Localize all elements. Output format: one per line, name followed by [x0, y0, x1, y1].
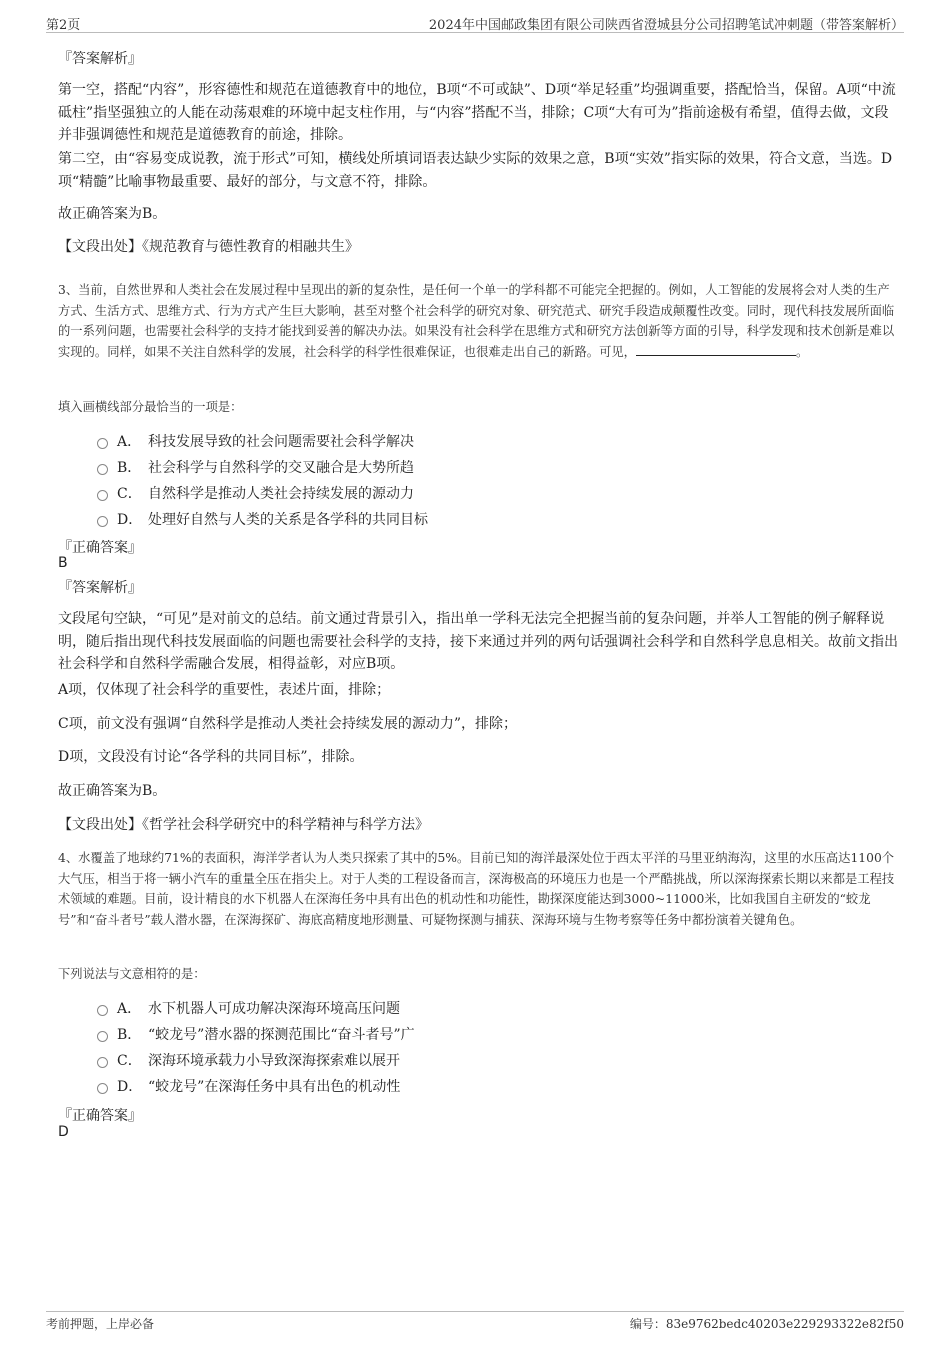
q3-option-d[interactable]: D． 处理好自然与人类的关系是各学科的共同目标 [97, 509, 428, 529]
q3-option-b-text: 社会科学与自然科学的交叉融合是大势所趋 [148, 460, 414, 476]
radio-icon[interactable] [97, 1083, 108, 1094]
q3-answer-label: 『正确答案』 [58, 540, 142, 556]
q3-question-body: 3、当前，自然世界和人类社会在发展过程中呈现出的新的复杂性，是任何一个单一的学科都不可能完全把握的。例如，人工智能的发展将会对人类的生产方式、生活方式、思维方式、行为方式产生巨大影响，甚至对整个社会科学的研究对象、研究范式、研究手段造成颠覆性改变。同时，现代科技发展所面临的一系列问题，也需要社会科学的支持才能找到妥善的解决办法。如果没有社会科学在思维方式和研究方法创新等方面的引导，科学发现和技术创新是难以实现的。同样，如果不关注自然科学的发展，社会科学的科学性很难保证，也很难走出自己的新路。可见， [58, 283, 895, 359]
footer-divider [46, 1311, 904, 1312]
radio-icon[interactable] [97, 1031, 108, 1042]
q2-analysis-paragraph-1: 第一空，搭配“内容”，形容德性和规范在道德教育中的地位，B项“不可或缺”、D项“举足轻重”均强调重要，搭配恰当，保留。A项“中流砥柱”指坚强独立的人能在动荡艰难的环境中起支柱作用，与“内容”搭配不当，排除；C项“大有可为”指前途极有希望，值得去做，文段并非强调德性和规范是道德教育的前途，排除。 [58, 82, 896, 143]
q4-option-b-text: “蛟龙号”潜水器的探测范围比“奋斗者号”广 [148, 1027, 415, 1043]
q3-analysis-paragraph: 文段尾句空缺，“可见”是对前文的总结。前文通过背景引入，指出单一学科无法完全把握当前的复杂问题，并举人工智能的例子解释说明，随后指出现代科技发展面临的问题也需要社会科学的支持，接下来通过并列的两句话强调社会科学和自然科学息息相关。故前文指出社会科学和自然科学需融合发展，相得益彰，对应B项。 [58, 611, 898, 672]
q4-option-d[interactable]: D． “蛟龙号”在深海任务中具有出色的机动性 [97, 1076, 400, 1096]
q4-option-b[interactable]: B． “蛟龙号”潜水器的探测范围比“奋斗者号”广 [97, 1024, 415, 1044]
q3-option-a[interactable]: A． 科技发展导致的社会问题需要社会科学解决 [97, 431, 414, 451]
page-number: 第2页 [46, 18, 81, 33]
q4-option-c-text: 深海环境承载力小导致深海探索难以展开 [148, 1053, 400, 1069]
q3-option-a-text: 科技发展导致的社会问题需要社会科学解决 [148, 434, 414, 450]
radio-icon[interactable] [97, 1005, 108, 1016]
q3-question-text [58, 280, 898, 362]
document-code: 编号：83e9762bedc40203e229293322e82f50 [629, 1317, 904, 1331]
q3-option-c-text: 自然科学是推动人类社会持续发展的源动力 [148, 486, 414, 502]
q3-prompt: 填入画横线部分最恰当的一项是： [58, 400, 243, 414]
q3-conclusion: 故正确答案为B。 [58, 783, 167, 799]
radio-icon[interactable] [97, 490, 108, 501]
q4-option-a-text: 水下机器人可成功解决深海环境高压问题 [148, 1001, 400, 1017]
q3-analysis-c: C项，前文没有强调“自然科学是推动人类社会持续发展的源动力”，排除； [58, 716, 518, 732]
radio-icon[interactable] [97, 516, 108, 527]
radio-icon[interactable] [97, 1057, 108, 1068]
q3-answer: B [58, 555, 68, 571]
q3-fill-blank [636, 343, 796, 356]
header-divider [46, 32, 904, 33]
q2-analysis-paragraph-2: 第二空，由“容易变成说教，流于形式”可知，横线处所填词语表达缺少实际的效果之意，B项“实效”指实际的效果，符合文意，当选。D项“精髓”比喻事物最重要、最好的部分，与文意不符，排除。 [58, 151, 893, 190]
q4-option-c[interactable]: C． 深海环境承载力小导致深海探索难以展开 [97, 1050, 400, 1070]
q3-option-b[interactable]: B． 社会科学与自然科学的交叉融合是大势所趋 [97, 457, 414, 477]
q4-answer: D [58, 1124, 69, 1140]
q3-option-d-text: 处理好自然与人类的关系是各学科的共同目标 [148, 512, 428, 528]
q4-answer-label: 『正确答案』 [58, 1108, 142, 1124]
q3-analysis-d: D项，文段没有讨论“各学科的共同目标”，排除。 [58, 749, 364, 765]
q4-question-text: 4、水覆盖了地球约71%的表面积，海洋学者认为人类只探索了其中的5%。目前已知的海洋最深处位于西太平洋的马里亚纳海沟，这里的水压高达1100个大气压，相当于将一辆小汽车的重量全压在指尖上。对于人类的工程设备而言，深海极高的环境压力也是一个严酷挑战，所以深海探索长期以来都是工程技术领域的难题。目前，设计精良的水下机器人在深海任务中具有出色的机动性和功能性，勘探深度能达到3000~11000米，比如我国自主研发的“蛟龙号”和“奋斗者号”载人潜水器，在深海探矿、海底高精度地形测量、可疑物探测与捕获、深海环境与生物考察等任务中都扮演着关键角色。 [58, 851, 895, 927]
q4-option-d-text: “蛟龙号”在深海任务中具有出色的机动性 [148, 1079, 401, 1095]
document-title: 2024年中国邮政集团有限公司陕西省澄城县分公司招聘笔试冲刺题（带答案解析） [428, 18, 904, 33]
q3-source: 【文段出处】《哲学社会科学研究中的科学精神与科学方法》 [58, 817, 429, 833]
q3-analysis-a: A项，仅体现了社会科学的重要性，表述片面，排除； [58, 682, 391, 698]
q2-source: 【文段出处】《规范教育与德性教育的相融共生》 [58, 239, 359, 255]
radio-icon[interactable] [97, 438, 108, 449]
q3-option-c[interactable]: C． 自然科学是推动人类社会持续发展的源动力 [97, 483, 414, 503]
radio-icon[interactable] [97, 464, 108, 475]
q2-analysis-label: 『答案解析』 [58, 51, 142, 67]
q4-option-a[interactable]: A． 水下机器人可成功解决深海环境高压问题 [97, 998, 400, 1018]
q3-question-end: 。 [795, 344, 809, 359]
footer-slogan: 考前押题，上岸必备 [46, 1317, 155, 1331]
q4-prompt: 下列说法与文意相符的是： [58, 967, 206, 981]
q3-analysis-label: 『答案解析』 [58, 580, 142, 596]
q2-conclusion: 故正确答案为B。 [58, 206, 167, 222]
